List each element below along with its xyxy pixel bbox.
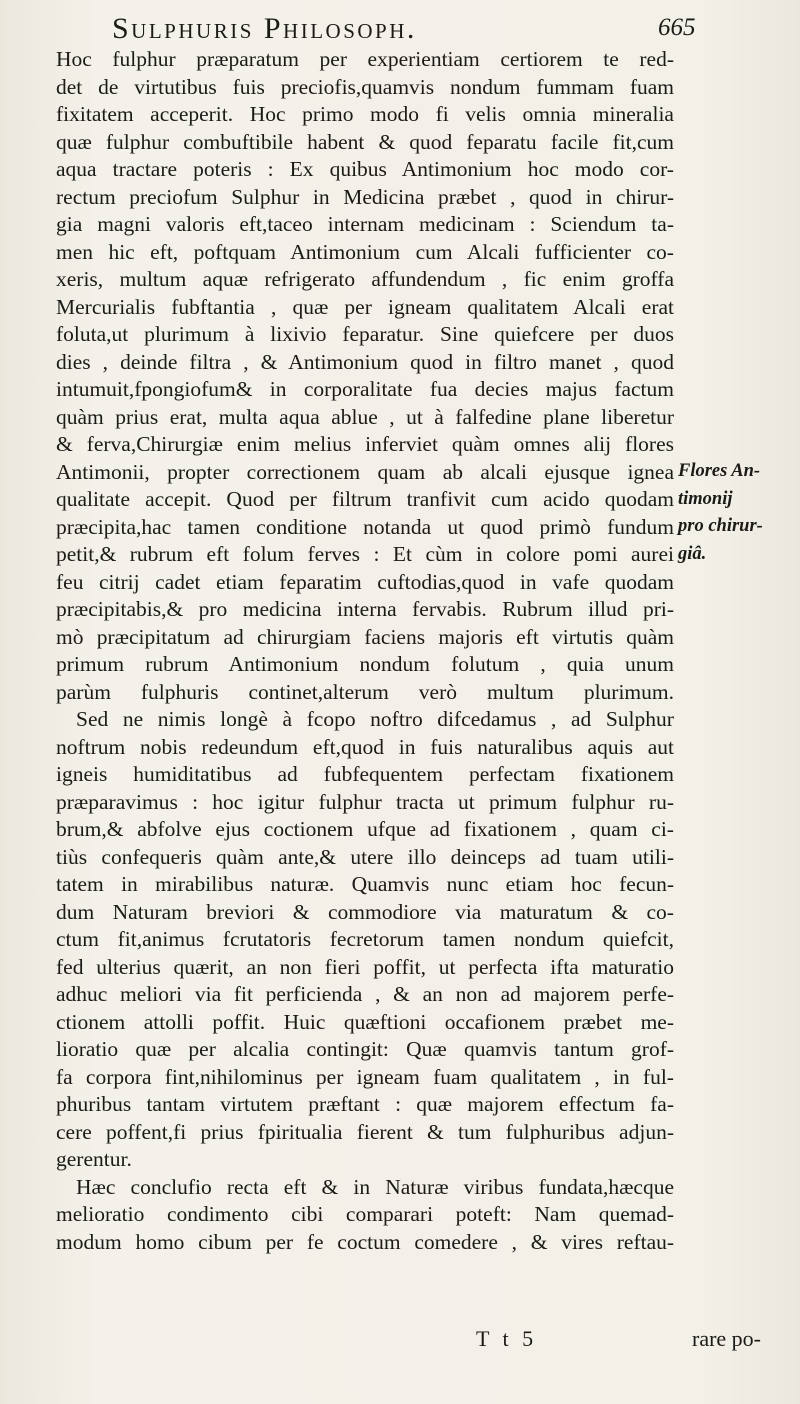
text-line: gia magni valoris eft,taceo internam medicinam : Sciendum ta- (56, 212, 674, 236)
text-line: petit,& rubrum eft folum ferves : Et cùm in colore pomi aurei (56, 542, 674, 566)
text-line: primum rubrum Antimonium nondum folutum , quia unum (56, 652, 675, 676)
text-line: ctionem attolli poffit. Huic quæftioni occafionem præbet me- (56, 1009, 674, 1034)
text-line: Sed ne nimis longè à fcopo noftro difcedamus , ad Sulphur (76, 707, 674, 731)
text-line: fa corpora fint,nihilominus per igneam fuam qualitatem , in ful- (56, 1064, 674, 1089)
page-number: 665 (658, 14, 696, 41)
text-line: cere poffent,fi prius fpiritualia fierent & tum fulphuribus adjun- (56, 1119, 674, 1144)
text-line: intumuit,fpongiofum& in corporalitate fua decies majus factum (56, 377, 675, 401)
page-header (0, 8, 800, 48)
body-text (56, 46, 674, 1256)
text-line: dum Naturam breviori & commodiore via maturatum & co- (56, 899, 674, 924)
text-line: præparavimus : hoc igitur fulphur tracta ut primum fulphur ru- (56, 789, 674, 814)
page-footer (0, 1326, 800, 1356)
text-line: Hæc conclufio recta eft & in Naturæ viribus fundata,hæcque (76, 1174, 675, 1199)
text-line: fed ulterius quærit, an non fieri poffit, ut perfecta ifta maturatio (56, 954, 674, 979)
text-line: modum homo cibum per fe coctum comedere , & vires reftau- (56, 1229, 675, 1254)
text-line: fixitatem acceperit. Hoc primo modo fi velis omnia mineralia (56, 102, 674, 126)
text-line: parùm fulphuris continet,alterum verò multum plurimum. (56, 679, 675, 704)
text-line: lioratio quæ per alcalia contingit: Quæ quamvis tantum grof- (56, 1037, 675, 1061)
text-line: foluta,ut plurimum à lixivio feparatur. Sine quiefcere per duos (56, 322, 675, 346)
text-line: qualitate accepit. Quod per filtrum tranfivit cum acido quodam (56, 487, 674, 511)
text-line: tatem in mirabilibus naturæ. Quamvis nunc etiam hoc fecun- (56, 872, 675, 896)
text-line: brum,& abfolve ejus coctionem ufque ad fixationem , quam ci- (56, 817, 674, 841)
text-line: aqua tractare poteris : Ex quibus Antimonium hoc modo cor- (56, 157, 674, 181)
text-line: & ferva,Chirurgiæ enim melius inferviet quàm omnes alij flores (56, 432, 675, 456)
text-line: det de virtutibus fuis preciofis,quamvis nondum fummam fuam (56, 74, 675, 99)
running-title: Sulphuris Philosoph. (112, 12, 417, 45)
margin-note (678, 458, 796, 568)
margin-note-line: pro chirur- (678, 516, 763, 536)
text-line: Mercurialis fubftantia , quæ per igneam qualitatem Alcali erat (56, 294, 675, 319)
text-line: gerentur. (56, 1147, 132, 1171)
text-line: feu citrij cadet etiam feparatim cuftodias,quod in vafe quodam (56, 569, 674, 594)
text-line: præcipitabis,& pro medicina interna fervabis. Rubrum illud pri- (56, 597, 675, 621)
text-line: ctum fit,animus fcrutatoris fecretorum tamen nondum quiefcit, (56, 927, 674, 951)
text-line: quàm prius erat, multa aqua ablue , ut à falfedine plane liberetur (56, 404, 675, 429)
text-line: præcipita,hac tamen conditione notanda ut quod primò fundum (56, 514, 674, 539)
margin-note-line: Flores An- (678, 461, 761, 481)
text-line: dies , deinde filtra , & Antimonium quod in filtro manet , quod (56, 349, 674, 374)
text-line: phuribus tantam virtutem præftant : quæ majorem effectum fa- (56, 1092, 674, 1116)
text-line: adhuc meliori via fit perficienda , & an non ad majorem perfe- (56, 982, 675, 1006)
text-line: men hic eft, poftquam Antimonium cum Alcali fufficienter co- (56, 239, 674, 264)
catchword: rare po- (692, 1326, 762, 1351)
text-line: Hoc fulphur præparatum per experientiam certiorem te red- (56, 47, 675, 71)
text-line: rectum preciofum Sulphur in Medicina præbet , quod in chirur- (56, 184, 674, 209)
text-line: quæ fulphur combuftibile habent & quod feparatu facile fit,cum (56, 129, 674, 154)
text-line: Antimonii, propter correctionem quam ab alcali ejusque ignea (56, 459, 675, 484)
text-line: melioratio condimento cibi comparari poteft: Nam quemad- (56, 1202, 675, 1226)
margin-note-line: timonij (678, 488, 733, 509)
text-line: tiùs confequeris quàm ante,& utere illo deinceps ad tuam utili- (56, 844, 674, 869)
text-line: xeris, multum aquæ refrigerato affundendum , fic enim groffa (56, 267, 675, 291)
signature-mark: T t 5 (476, 1326, 538, 1351)
margin-note-line: giâ. (678, 543, 707, 564)
text-line: igneis humiditatibus ad fubfequentem perfectam fixationem (56, 762, 674, 786)
text-line: noftrum nobis redeundum eft,quod in fuis naturalibus aquis aut (56, 734, 674, 759)
text-line: mò præcipitatum ad chirurgiam faciens majoris eft virtutis quàm (56, 624, 675, 649)
